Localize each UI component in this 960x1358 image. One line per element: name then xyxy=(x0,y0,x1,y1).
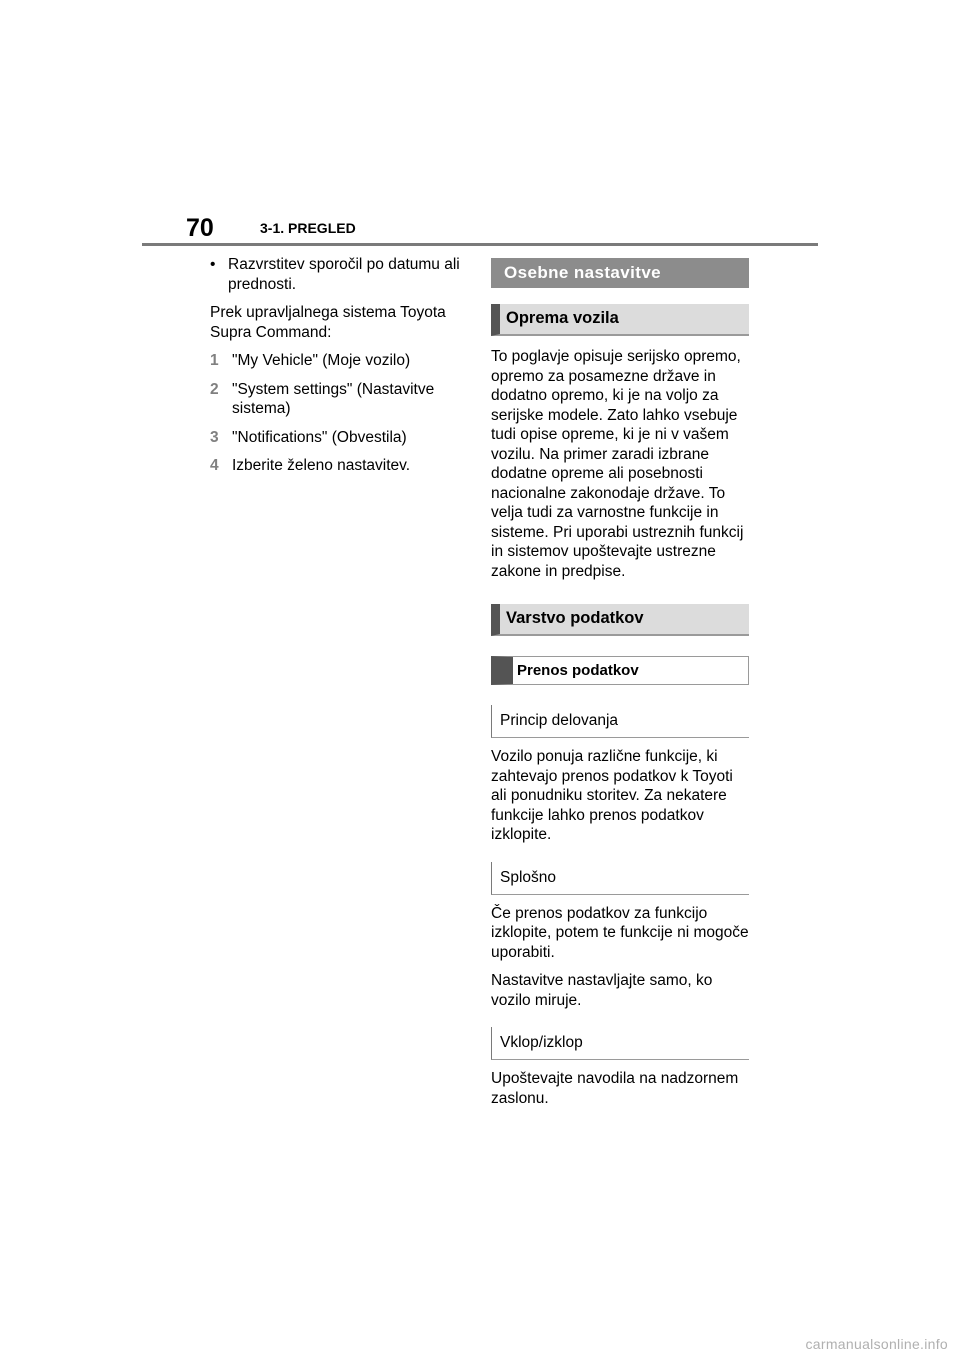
on-off-text: Upoštevajte navodila na nadzornem zaslonu. xyxy=(491,1070,739,1107)
bullet-icon: • xyxy=(210,256,216,273)
general-text-1: Če prenos podatkov za funkcijo izklopite, potem te funkcije ni mogoče uporabiti. xyxy=(491,904,749,961)
section-title: 3-1. PREGLED xyxy=(260,220,356,236)
heading-general: Splošno xyxy=(491,862,749,895)
step-item xyxy=(210,456,468,476)
step-number: 3 xyxy=(210,428,219,446)
general-text-2: Nastavitve nastavljajte samo, ko vozilo miruje. xyxy=(491,972,713,1009)
step-text: "System settings" (Nastavitve sistema) xyxy=(232,380,435,417)
header-divider xyxy=(142,243,818,246)
step-item xyxy=(210,351,468,371)
step-number: 1 xyxy=(210,352,219,369)
bullet-text: Razvrstitev sporočil po datumu ali prednosti. xyxy=(228,256,460,293)
heading-personal-settings: Osebne nastavitve xyxy=(491,258,749,288)
heading-vehicle-equipment: Oprema vozila xyxy=(491,304,749,336)
heading-on-off: Vklop/izklop xyxy=(491,1027,749,1060)
right-column xyxy=(491,258,749,1117)
bullet-item xyxy=(210,255,468,294)
step-number: 2 xyxy=(210,380,219,398)
equipment-text: To poglavje opisuje serijsko opremo, opremo za posamezne države in dodatno opremo, ki je na voljo za serijske modele. Zato lahko vsebuje tudi opise opreme, ki je ni v vašem vozilu. Na primer zaradi izbrane dodatne opreme ali posebnosti nacionalne zakonodaje države. To velja tudi za varnostne funkcije in sisteme. Pri uporabi ustreznih funkcij in sistemov upoštevajte ustrezne zakone in predpise. xyxy=(491,348,744,580)
principle-text: Vozilo ponuja različne funkcije, ki zahtevajo prenos podatkov k Toyoti ali ponudniku storitev. Za nekatere funkcije lahko prenos podatkov izklopite. xyxy=(491,748,733,843)
heading-data-privacy: Varstvo podatkov xyxy=(491,604,749,636)
intro-text: Prek upravljalnega sistema Toyota Supra Command: xyxy=(210,304,446,341)
step-number: 4 xyxy=(210,457,219,474)
step-text: "My Vehicle" (Moje vozilo) xyxy=(232,352,411,369)
left-column xyxy=(210,255,468,485)
step-text: "Notifications" (Obvestila) xyxy=(232,428,407,446)
step-text: Izberite želeno nastavitev. xyxy=(232,457,411,474)
page-number: 70 xyxy=(186,214,214,242)
heading-principle: Princip delovanja xyxy=(491,705,749,738)
heading-data-transfer: Prenos podatkov xyxy=(491,656,749,685)
watermark: carmanualsonline.info xyxy=(805,1336,948,1352)
step-item xyxy=(210,428,468,448)
step-item xyxy=(210,380,468,419)
